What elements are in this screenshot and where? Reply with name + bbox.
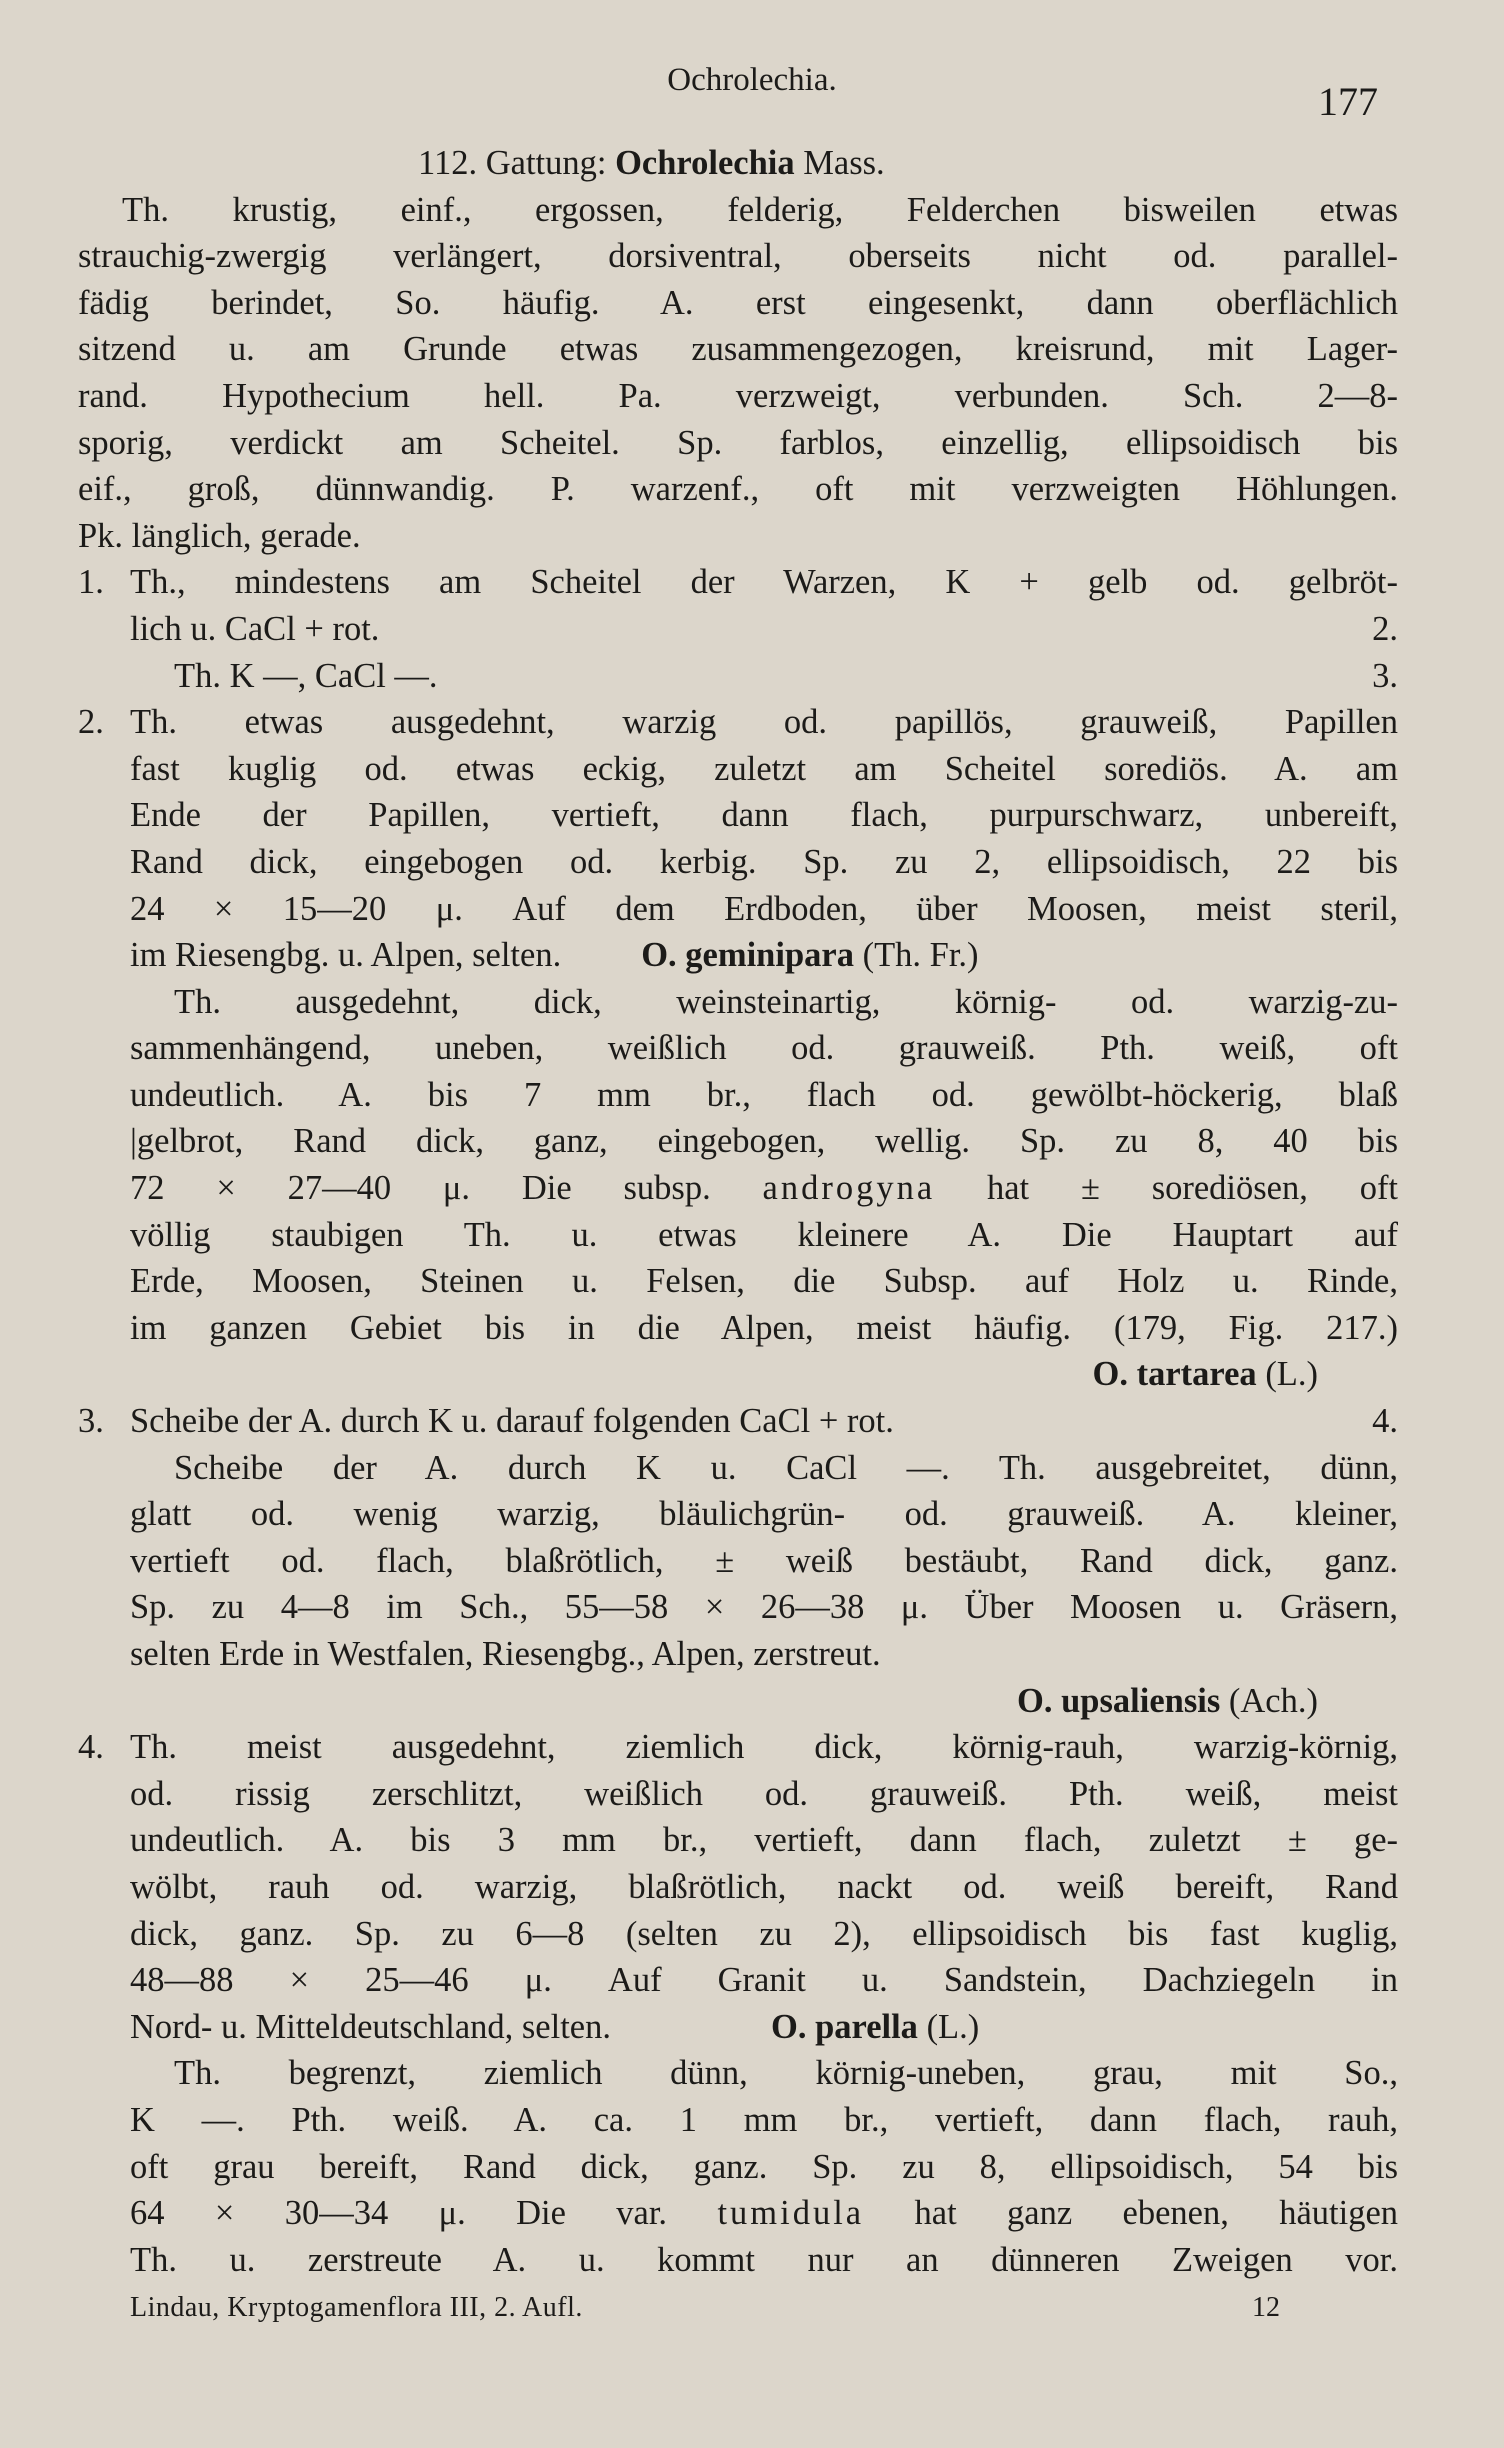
genus-description-line: rand. Hypothecium hell. Pa. verzweigt, verbunden. Sch. 2—8- bbox=[78, 376, 1398, 415]
genus-description-line: Pk. länglich, gerade. bbox=[78, 516, 361, 555]
species-name: O. tartarea bbox=[1092, 1355, 1257, 1394]
page-body: 112. Gattung: Ochrolechia Mass. Th. krustig, einf., ergossen, felderig, Felderchen bisweilen etwas strauchig-zwergig verlängert, dorsiventral, oberseits nicht od. parallel- fädig berindet, So. häufig. A. erst eingesenkt, dann oberflächlich sitzend u. am Grunde etwas zusammengezogen, kreisrund, mit Lager- rand. Hypothecium hell. Pa. verzweigt, verbunden. Sch. 2—8- sporig, verdickt am Scheitel. Sp. farblos, einzellig, ellipsoidisch bis eif., groß, dünnwandig. P. warzenf., oft mit verzweigten Höhlungen. Pk. länglich, gerade. 1. Th., mindestens am Scheitel der Warzen, K + gelb od. gelbröt- lich u. CaCl + rot. 2. Th. K —, CaCl —. 3. 2. Th. etwas ausgedehnt, warzig od. papillös, grauweiß, Papillen fast kuglig od. etwas eckig, zuletzt am Scheitel sorediös. A. am Ende der Papillen, vertieft, dann flach, purpurschwarz, unbereift, Rand dick, eingebogen od. kerbig. Sp. zu 2, ellipsoidisch, 22 bis 24 × 15—20 μ. Auf dem Erdboden, über Moosen, meist steril, im Riesengbg. u. Alpen, selten. O. geminipara (Th. Fr.) Th. ausgedehnt, dick, weinsteinartig, körnig- od. warzig-zu- sammenhängend, uneben, weißlich od. grauweiß. Pth. weiß, oft undeutlich. A. bis 7 mm br., flach od. gewölbt-höckerig, blaß |gelbrot, Rand dick, ganz, eingebogen, wellig. Sp. zu 8, 40 bis 72 × 27—40 μ. Die subsp. androgyna hat ± sorediösen, oft völlig staubigen Th. u. etwas kleinere A. Die Hauptart auf Erde, Moosen, Steinen u. Felsen, die Subsp. auf Holz u. Rinde, im ganzen Gebiet bis in die Alpen, meist häufig. (179, Fig. 217.) O. tartarea (L.) 3. Scheibe der A. durch K u. darauf folgenden CaCl + rot. 4. Scheibe der A. durch K u. CaCl —. Th. ausgebreitet, dünn, glatt od. wenig warzig, bläulichgrün- od. grauweiß. A. kleiner, vertieft od. flach, blaßrötlich, ± weiß bestäubt, Rand dick, ganz. Sp. zu 4—8 im Sch., 55—58 × 26—38 μ. Über Moosen u. Gräsern, selten Erde in Westfalen, Riesengbg., Alpen, zerstreut. O. upsaliensis (Ach.) 4. Th. meist ausgedehnt, ziemlich dick, körnig-rauh, warzig-körnig, od. rissig zerschlitzt, weißlich od. grauweiß. Pth. weiß, meist undeutlich. A. bis 3 mm br., vertieft, dann flach, zuletzt ± ge- wölbt, rauh od. warzig, blaßrötlich, nackt od. weiß bereift, Rand dick, ganz. Sp. zu 6—8 (selten zu 2), ellipsoidisch bis fast kuglig, 48—88 × 25—46 μ. Auf Granit u. Sandstein, Dachziegeln in Nord- u. Mitteldeutschland, selten. O. parella (L.) Th. begrenzt, ziemlich dünn, körnig-uneben, grau, mit So., K —. Pth. weiß. A. ca. 1 mm br., vertieft, dann flach, rauh, oft grau bereift, Rand dick, ganz. Sp. zu 8, ellipsoidisch, 54 bis 64 × 30—34 μ. Die var. tumidula hat ganz ebenen, häutigen Th. u. zerstreute A. u. kommt nur an dünneren Zweigen vor. bbox=[78, 140, 1398, 2283]
running-header: Ochrolechia. bbox=[667, 62, 837, 98]
key-couplet-4: 4. Th. meist ausgedehnt, ziemlich dick, körnig-rauh, warzig-körnig, bbox=[78, 1728, 1398, 1767]
footer-citation: Lindau, Kryptogamenflora III, 2. Aufl. bbox=[130, 2292, 583, 2323]
genus-heading: 112. Gattung: Ochrolechia Mass. bbox=[418, 144, 885, 182]
variety-name: tumidula bbox=[717, 2194, 865, 2233]
genus-description-line: sitzend u. am Grunde etwas zusammengezogen, kreisrund, mit Lager- bbox=[78, 330, 1398, 369]
genus-description-line: fädig berindet, So. häufig. A. erst eingesenkt, dann oberflächlich bbox=[78, 283, 1398, 322]
key-reference: 2. bbox=[1372, 609, 1398, 648]
key-couplet-3: 3. Scheibe der A. durch K u. darauf folgenden CaCl + rot. 4. bbox=[78, 1398, 1398, 1445]
species-name: O. upsaliensis bbox=[1017, 1681, 1221, 1720]
key-couplet-2: 2. Th. etwas ausgedehnt, warzig od. papillös, grauweiß, Papillen bbox=[78, 703, 1398, 742]
key-reference: 4. bbox=[1372, 1402, 1398, 1441]
genus-description-line: eif., groß, dünnwandig. P. warzenf., oft mit verzweigten Höhlungen. bbox=[78, 470, 1398, 509]
key-couplet-1: 1. Th., mindestens am Scheitel der Warzen, K + gelb od. gelbröt- bbox=[78, 563, 1398, 602]
genus-name: Ochrolechia bbox=[615, 144, 795, 182]
species-line: O. tartarea (L.) bbox=[1092, 1355, 1318, 1394]
page-number: 177 bbox=[1318, 79, 1378, 124]
species-name: O. parella bbox=[770, 2007, 918, 2046]
subspecies-name: androgyna bbox=[762, 1169, 936, 1208]
page-footer bbox=[130, 2292, 1280, 2324]
species-line: O. upsaliensis (Ach.) bbox=[1017, 1681, 1318, 1720]
genus-description-line: strauchig-zwergig verlängert, dorsiventral, oberseits nicht od. parallel- bbox=[78, 237, 1398, 276]
genus-description-line: sporig, verdickt am Scheitel. Sp. farblos, einzellig, ellipsoidisch bis bbox=[78, 423, 1398, 462]
species-name: O. geminipara bbox=[641, 936, 854, 975]
key-reference: 3. bbox=[1372, 656, 1398, 695]
signature-mark: 12 bbox=[1252, 2292, 1280, 2323]
genus-description-line: Th. krustig, einf., ergossen, felderig, Felderchen bisweilen etwas bbox=[122, 190, 1398, 229]
